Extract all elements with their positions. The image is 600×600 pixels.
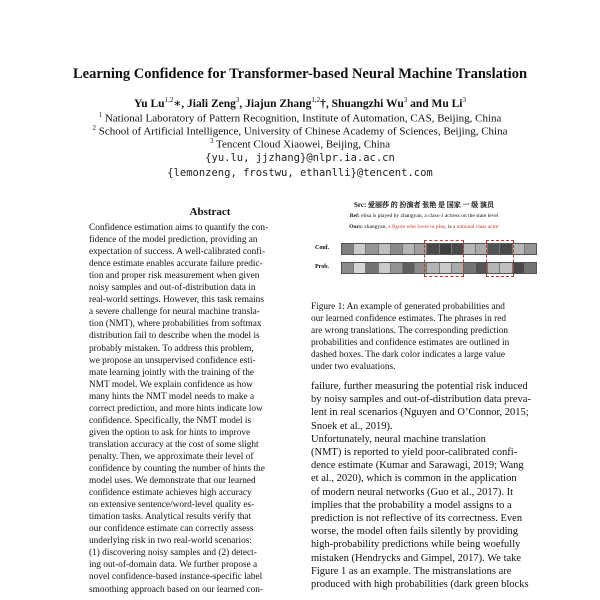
- text-line: underlying risk in two real-world scenarios:: [89, 536, 252, 547]
- intensity-cell: [403, 263, 415, 273]
- intensity-cell: [525, 263, 536, 273]
- prob-label: Prob.: [315, 264, 330, 270]
- figure-ours: Ours: zhangyan, a figure who loves to play, is a national class actor: [349, 224, 499, 230]
- dashed-box: [424, 240, 464, 277]
- intensity-cell: [342, 263, 354, 273]
- text-line: penalty. Then, we approximate their level of: [89, 451, 254, 462]
- text-line: our confidence estimate can correctly assess: [89, 524, 254, 535]
- text-line: produced with high probabilities (dark green blocks: [311, 579, 529, 590]
- author: Jiajun Zhang$^{1,2}$†,: [245, 96, 332, 110]
- text-line: implies that the probability a model assigns to a: [311, 499, 512, 511]
- text-line: confidence by counting the number of hints the: [89, 464, 265, 474]
- paper-title: Learning Confidence for Transformer-based Neural Machine Translation: [72, 66, 528, 82]
- figure-1: [311, 198, 537, 290]
- text-line: failure, further measuring the potential risk induced: [311, 381, 528, 392]
- text-line: (NMT) is reported to yield poor-calibrated confi-: [311, 447, 518, 458]
- intensity-cell: [464, 263, 476, 273]
- affiliation: $^1$ National Laboratory of Pattern Recognition, Institute of Automation, CAS, Beijing, China: [98, 111, 502, 125]
- text-line: NMT model. We explain confidence as how: [89, 379, 253, 390]
- text-line: probabilities and confidence estimates are outlined in: [311, 338, 510, 348]
- text-line: tion and proper risk measurement when given: [89, 271, 260, 282]
- text-line: of modern neural networks (Guo et al., 2017). It: [311, 486, 514, 498]
- text-line: probably mistaken. To address this problem,: [89, 343, 254, 354]
- text-line: Confidence estimation aims to quantify the con-: [89, 223, 269, 233]
- figure-source-sentence: Src: 爱丽莎 的 扮演者 张艳 是 国家 一 级 演员: [353, 201, 495, 209]
- text-line: dence estimate (Kumar and Sarawagi, 2019; Wang: [311, 460, 524, 472]
- text-line: real-world settings. However, this task remains: [89, 295, 264, 306]
- abstract-heading: Abstract: [189, 206, 231, 218]
- intensity-cell: [513, 263, 525, 273]
- text-line: novel confidence-based instance-specific label: [89, 572, 263, 583]
- text-line: distribution fail to describe when the model is: [89, 331, 260, 342]
- text-line: noisy samples and out-of-distribution data in: [89, 283, 256, 294]
- text-line: dence estimate enables accurate failure predic-: [89, 259, 263, 270]
- author: Yu Lu$^{1,2}$∗,: [133, 96, 188, 110]
- figure-reference: Ref: elisa is played by zhangyan, a class-1 actress on the state level: [349, 213, 499, 219]
- author-list: [0, 96, 600, 110]
- text-line: confidence. Specifically, the NMT model is: [89, 415, 252, 426]
- text-line: confidence estimate achieves high accuracy: [89, 488, 252, 499]
- text-line: (1) discovering noisy samples and (2) detect-: [89, 548, 257, 559]
- text-line: correct prediction, and more hints indicate low: [89, 403, 263, 414]
- text-line: on extensive sentence/word-level quality es-: [89, 500, 255, 511]
- text-line: Figure 1: An example of generated probabilities and: [311, 302, 505, 312]
- intensity-cell: [525, 244, 536, 254]
- text-line: fidence of the model prediction, providing an: [89, 235, 258, 246]
- text-line: timation tasks. Analytical results verify that: [89, 512, 252, 523]
- email-line[interactable]: {yu.lu, jjzhang}@nlpr.ia.ac.cn: [205, 152, 395, 164]
- wrong-translation: a national class actor: [452, 224, 499, 230]
- conf-label: Conf.: [315, 245, 330, 251]
- text-line: given the option to ask for hints to improve: [89, 427, 251, 438]
- text-line: translation accuracy at the cost of some slight: [89, 439, 259, 450]
- author: Shuangzhi Wu$^3$ and: [331, 96, 432, 110]
- text-line: our learned confidence estimates. The phrases in red: [311, 314, 506, 324]
- intensity-cell: [464, 244, 476, 254]
- author: Mu Li$^3$: [431, 96, 467, 110]
- intensity-cell: [403, 244, 415, 254]
- text-line: mate learning jointly with the training of the: [89, 367, 254, 378]
- dashed-box: [486, 240, 514, 277]
- email-line[interactable]: {lemonzeng, frostwu, ethanlli}@tencent.com: [167, 167, 433, 179]
- intensity-cell: [379, 244, 391, 254]
- intensity-cell: [391, 244, 403, 254]
- text-line: worse, the model often fails silently by providing: [311, 526, 519, 538]
- text-line: high-probability predictions while being woefully: [311, 539, 521, 551]
- text-line: smoothing approach based on our learned con-: [89, 584, 264, 595]
- affiliation: $^2$ School of Artificial Intelligence, University of Chinese Academy of Sciences, Beijing, China: [92, 124, 508, 138]
- text-line: model uses. We demonstrate that our learned: [89, 476, 256, 487]
- text-line: tion (NMT), where probabilities from softmax: [89, 319, 262, 330]
- affiliation: $^3$ Tencent Cloud Xiaowei, Beijing, China: [209, 137, 391, 151]
- text-line: Unfortunately, neural machine translation: [311, 433, 486, 445]
- text-line: mistaken (Hendrycks and Gimpel, 2017). We take: [311, 552, 522, 564]
- intensity-cell: [366, 244, 378, 254]
- text-line: et al., 2020), which is common in the application: [311, 473, 517, 485]
- text-line: ing out-of-domain data. We further propose a: [89, 560, 258, 571]
- text-line: Figure 1 as an example. The mistranslations are: [311, 565, 512, 577]
- intensity-cell: [391, 263, 403, 273]
- intensity-cell: [513, 244, 525, 254]
- intensity-cell: [366, 263, 378, 273]
- author: Jiali Zeng$^3$,: [187, 96, 246, 110]
- text-line: under two evaluations.: [311, 362, 396, 372]
- intensity-cell: [354, 244, 366, 254]
- text-line: Snoek et al., 2019).: [311, 420, 393, 432]
- intensity-cell: [342, 244, 354, 254]
- wrong-translation: a figure who loves to play: [388, 224, 446, 230]
- text-line: by noisy samples and out-of-distribution data preva-: [311, 394, 531, 406]
- text-line: many hints the NMT model needs to make a: [89, 391, 255, 402]
- text-line: lent in real scenarios (Nguyen and O’Connor, 2015;: [311, 407, 529, 419]
- text-line: we propose an unsupervised confidence esti-: [89, 355, 256, 366]
- intensity-cell: [379, 263, 391, 273]
- text-line: are wrong translations. The corresponding prediction: [311, 326, 509, 336]
- intensity-cell: [354, 263, 366, 273]
- text-line: expectation of success. A well-calibrated confi-: [89, 247, 266, 258]
- text-line: a severe challenge for neural machine transla-: [89, 307, 260, 318]
- text-line: dashed boxes. The dark color indicates a large value: [311, 350, 506, 360]
- text-line: prediction is not reflective of its correctness. Even: [311, 513, 523, 524]
